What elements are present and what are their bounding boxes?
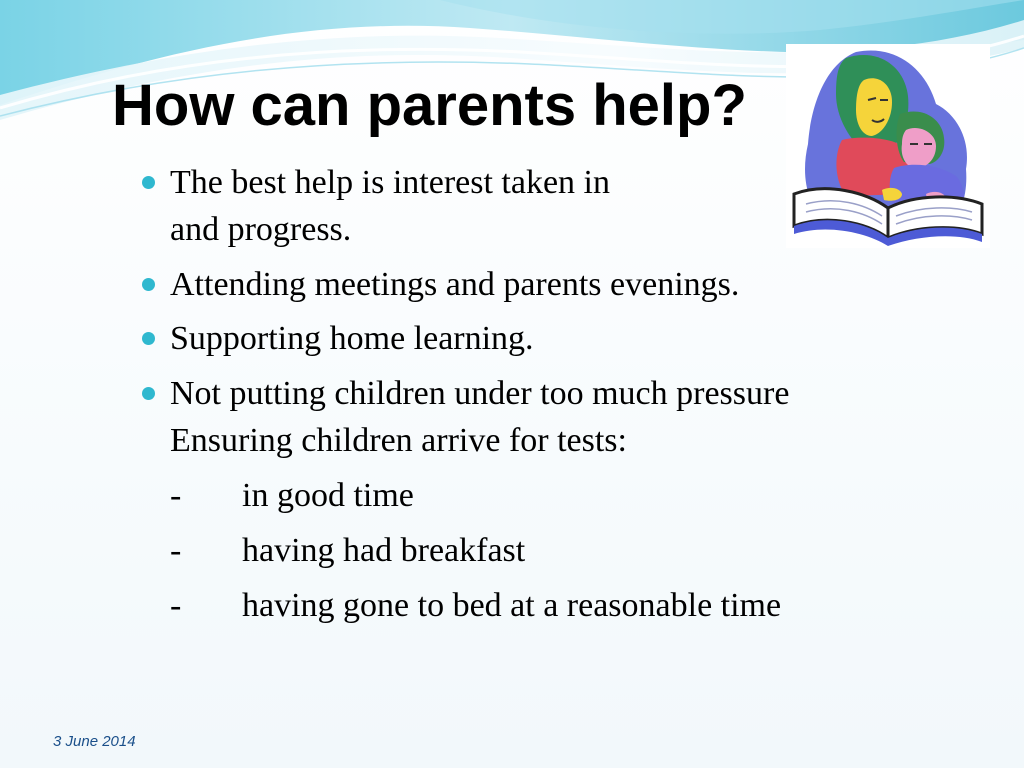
bullet-1-line-2: and progress.	[170, 211, 352, 248]
bullet-2-line-1: Attending meetings and parents evenings.	[170, 266, 740, 303]
bullet-dot-icon	[142, 176, 155, 189]
bullet-4-line-1: Not putting children under too much pressure	[170, 375, 790, 412]
bullet-1-line-1: The best help is interest taken in	[170, 164, 610, 201]
bullet-dot-icon	[142, 387, 155, 400]
bullet-3-line-1: Supporting home learning.	[170, 320, 534, 357]
bullet-dot-icon	[142, 332, 155, 345]
bullet-dot-icon	[142, 278, 155, 291]
sub-item-breakfast: having had breakfast	[242, 532, 526, 569]
bullet-4-line-2: Ensuring children arrive for tests:	[170, 422, 627, 459]
footer-date: 3 June 2014	[53, 733, 136, 750]
sub-item-in-good-time: in good time	[242, 477, 414, 514]
sub-item-dash: -	[170, 587, 182, 624]
sub-item-bedtime: having gone to bed at a reasonable time	[242, 587, 782, 624]
sub-item-dash: -	[170, 532, 182, 569]
sub-item-dash: -	[170, 477, 182, 514]
slide-title: How can parents help?	[112, 73, 747, 138]
